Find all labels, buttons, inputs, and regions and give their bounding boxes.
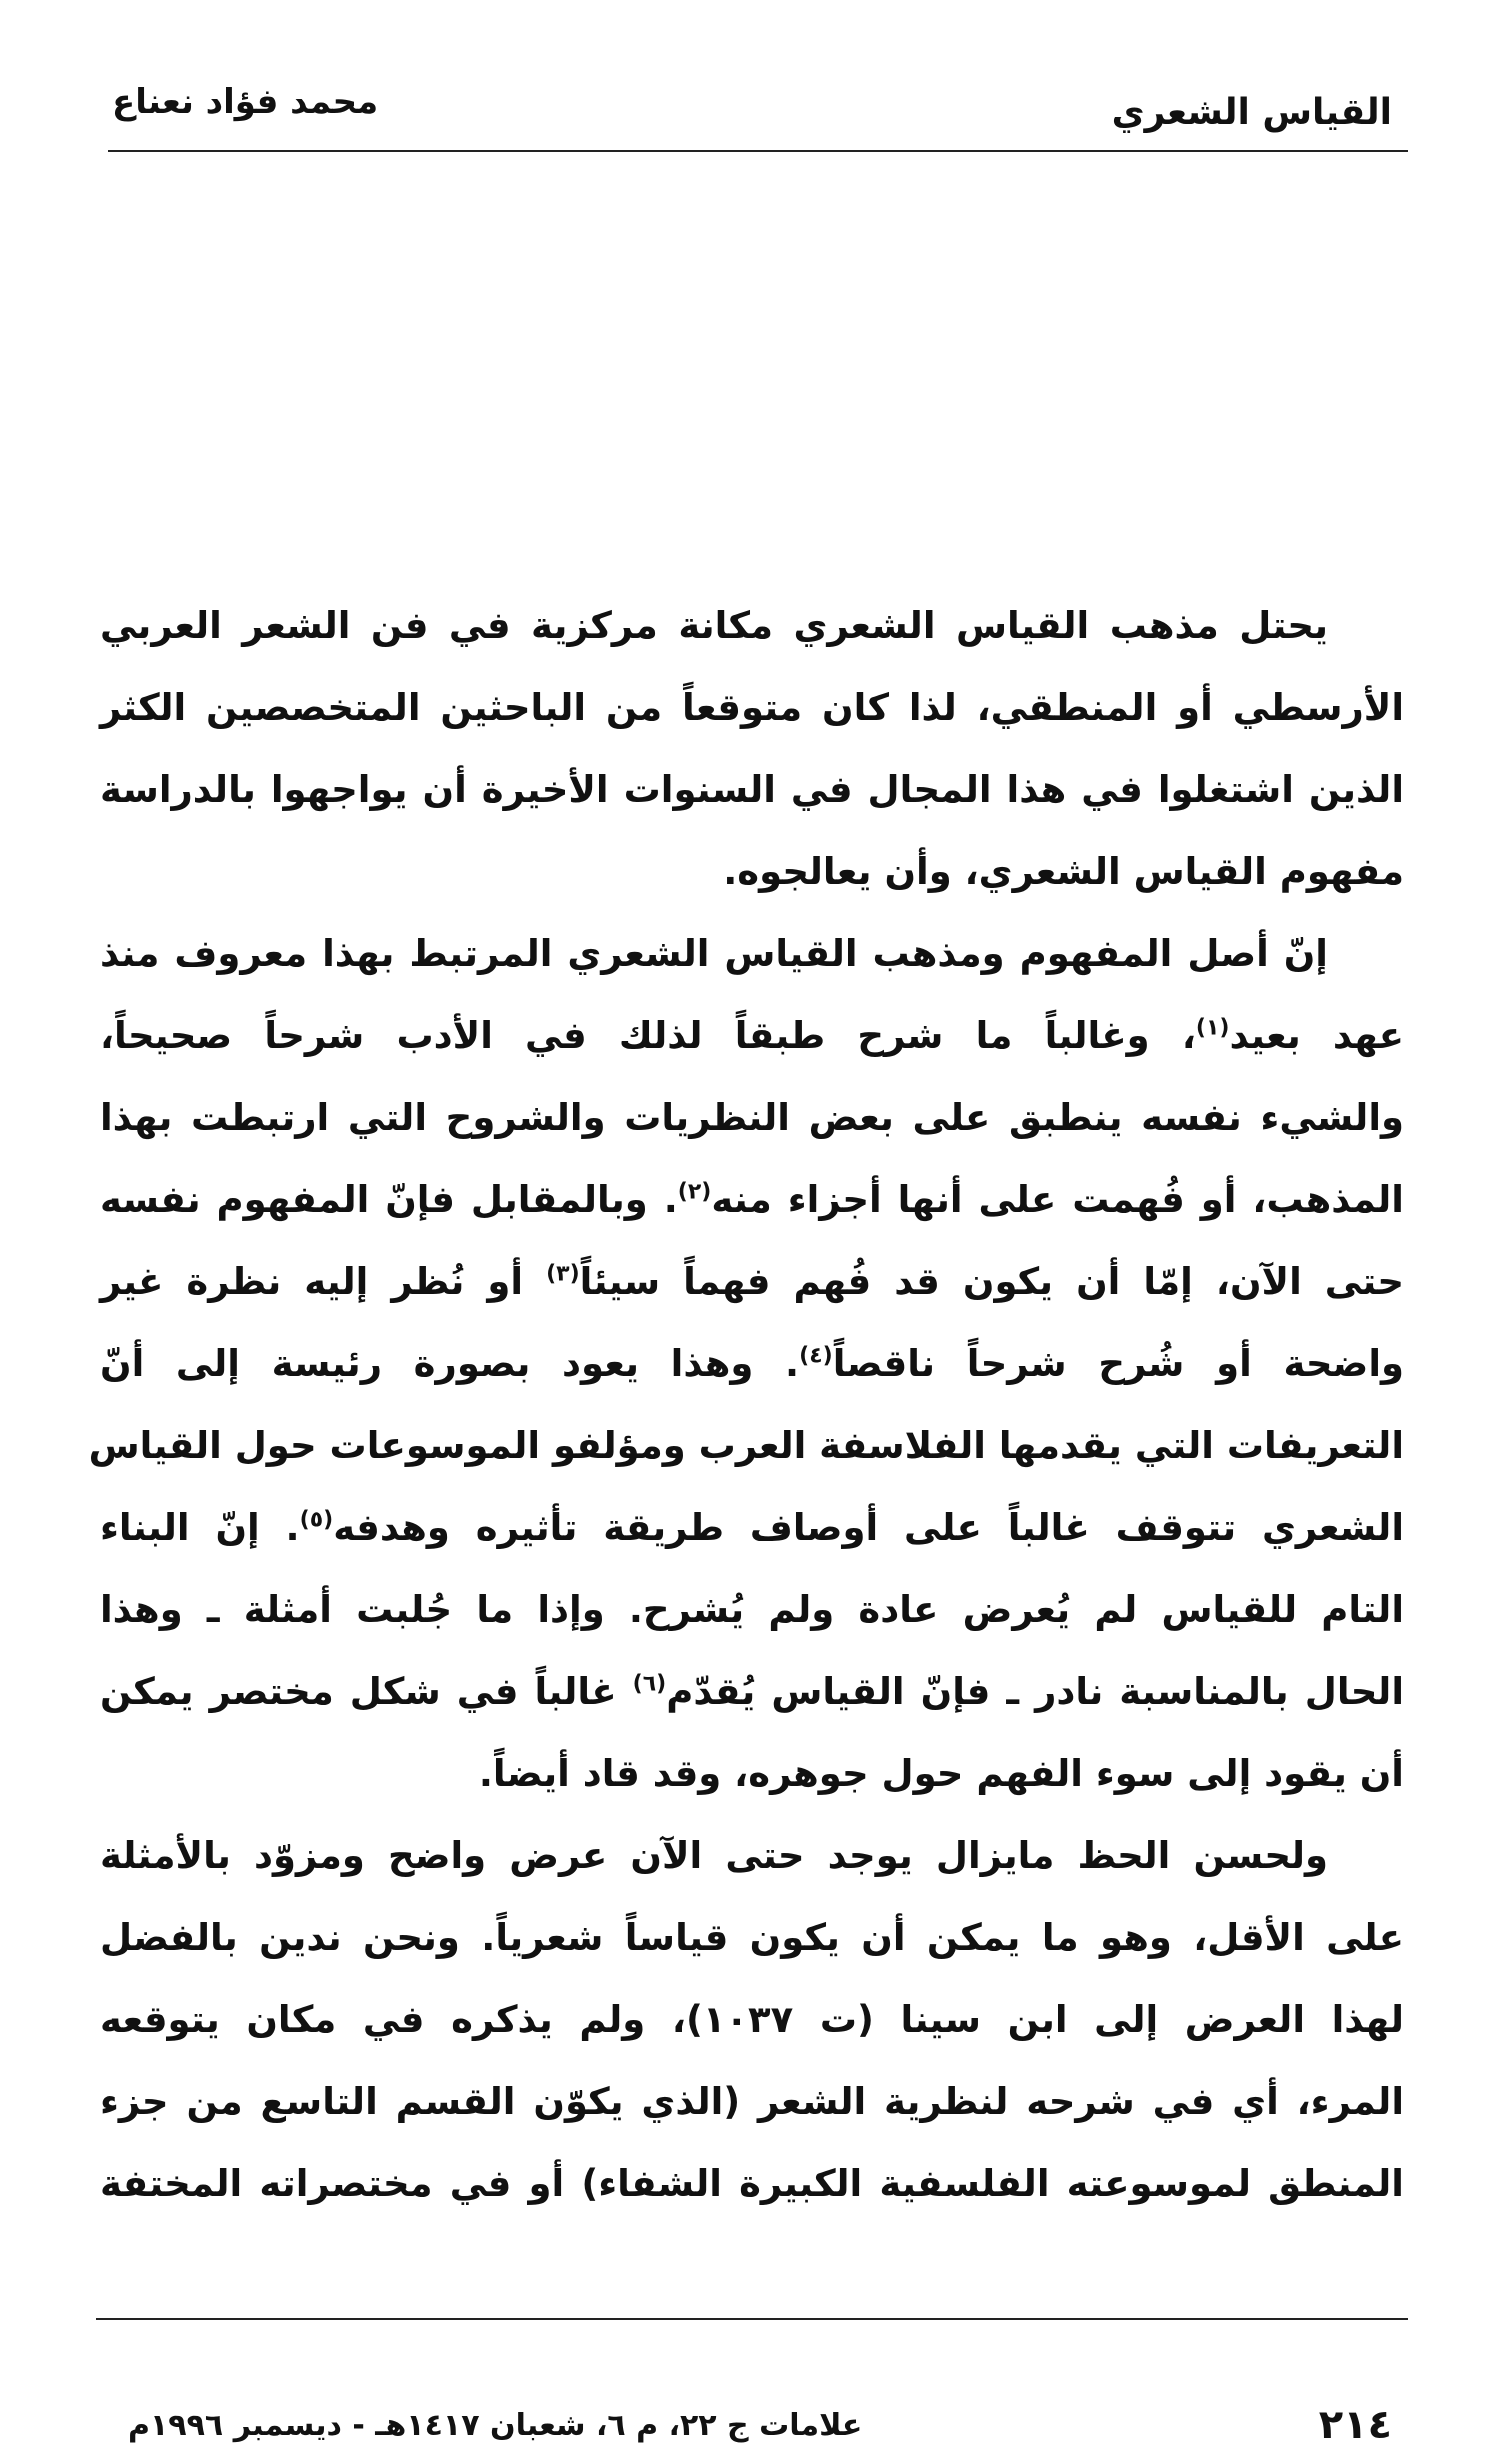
- footnote-ref: (٣): [546, 1261, 580, 1287]
- paragraph-line: والشيء نفسه ينطبق على بعض النظريات والشروح التي ارتبطت بهذا: [100, 1096, 1404, 1139]
- line-segment: الشعري تتوقف غالباً على أوصاف طريقة تأثيره وهدفه: [333, 1506, 1404, 1549]
- line-segment: حتى الآن، إمّا أن يكون قد فُهم فهماً سيئاً: [579, 1260, 1404, 1303]
- page-number: ٢١٤: [1318, 2402, 1392, 2448]
- paragraph-line: [100, 1159, 1404, 1241]
- footnote-ref: (١): [1195, 1015, 1230, 1041]
- paragraph-line: التام للقياس لم يُعرض عادة ولم يُشرح. وإذا ما جُلبت أمثلة ـ وهذا: [100, 1588, 1404, 1631]
- footnote-ref: (٦): [632, 1671, 667, 1697]
- paragraph-line: ولحسن الحظ مايزال يوجد حتى الآن عرض واضح ومزوّد بالأمثلة: [100, 1834, 1328, 1877]
- header-divider: [108, 150, 1408, 152]
- running-header-author: محمد فؤاد نعناع: [112, 82, 379, 122]
- line-segment: أو نُظر إليه نظرة غير: [100, 1260, 547, 1303]
- paragraph-line: المنطق لموسوعته الفلسفية الكبيرة الشفاء) أو في مختصراته المختفة: [100, 2162, 1404, 2205]
- line-segment: الحال بالمناسبة نادر ـ فإنّ القياس يُقدّم: [666, 1670, 1404, 1713]
- footer-divider: [96, 2318, 1408, 2320]
- line-segment: . وهذا يعود بصورة رئيسة إلى أنّ: [100, 1342, 800, 1385]
- footnote-ref: (٥): [299, 1507, 334, 1533]
- paragraph-line: [100, 1241, 1404, 1323]
- line-segment: غالباً في شكل مختصر يمكن: [100, 1670, 633, 1713]
- paragraph-line: المرء، أي في شرحه لنظرية الشعر (الذي يكوّن القسم التاسع من جزء: [100, 2080, 1404, 2123]
- paragraph-line: أن يقود إلى سوء الفهم حول جوهره، وقد قاد أيضاً.: [478, 1752, 1404, 1795]
- body-text: [88, 585, 1404, 2225]
- line-segment: . وبالمقابل فإنّ المفهوم نفسه: [100, 1178, 678, 1221]
- paragraph-line: الذين اشتغلوا في هذا المجال في السنوات الأخيرة أن يواجهوا بالدراسة: [100, 768, 1404, 811]
- paragraph-line: [100, 995, 1404, 1077]
- footnote-ref: (٤): [799, 1343, 833, 1369]
- paragraph-line: التعريفات التي يقدمها الفلاسفة العرب ومؤلفو الموسوعات حول القياس: [88, 1424, 1404, 1467]
- paragraph-line: إنّ أصل المفهوم ومذهب القياس الشعري المرتبط بهذا معروف منذ: [100, 932, 1328, 975]
- paragraph-line: يحتل مذهب القياس الشعري مكانة مركزية في فن الشعر العربي: [100, 604, 1328, 647]
- paragraph-line: على الأقل، وهو ما يمكن أن يكون قياساً شعرياً. ونحن ندين بالفضل: [100, 1916, 1404, 1959]
- paragraph-line: [100, 1651, 1404, 1733]
- running-header-title: القياس الشعري: [1111, 92, 1392, 133]
- footnote-ref: (٢): [677, 1179, 712, 1205]
- line-segment: واضحة أو شُرح شرحاً ناقصاً: [832, 1342, 1404, 1385]
- journal-citation: علامات ج ٢٢، م ٦، شعبان ١٤١٧هـ - ديسمبر ١٩٩٦م: [128, 2408, 863, 2443]
- paragraph-line: [100, 1323, 1404, 1405]
- paragraph-line: الأرسطي أو المنطقي، لذا كان متوقعاً من الباحثين المتخصصين الكثر: [100, 686, 1404, 729]
- line-segment: . إنّ البناء: [100, 1506, 300, 1549]
- line-segment: عهد بعيد: [1229, 1014, 1404, 1057]
- paragraph-line: لهذا العرض إلى ابن سينا (ت ١٠٣٧)، ولم يذكره في مكان يتوقعه: [100, 1998, 1404, 2041]
- line-segment: المذهب، أو فُهمت على أنها أجزاء منه: [711, 1178, 1404, 1221]
- line-segment: ، وغالباً ما شرح طبقاً لذلك في الأدب شرحاً صحيحاً،: [100, 1014, 1196, 1057]
- paragraph-line: [100, 1487, 1404, 1569]
- paragraph-line: مفهوم القياس الشعري، وأن يعالجوه.: [723, 850, 1404, 893]
